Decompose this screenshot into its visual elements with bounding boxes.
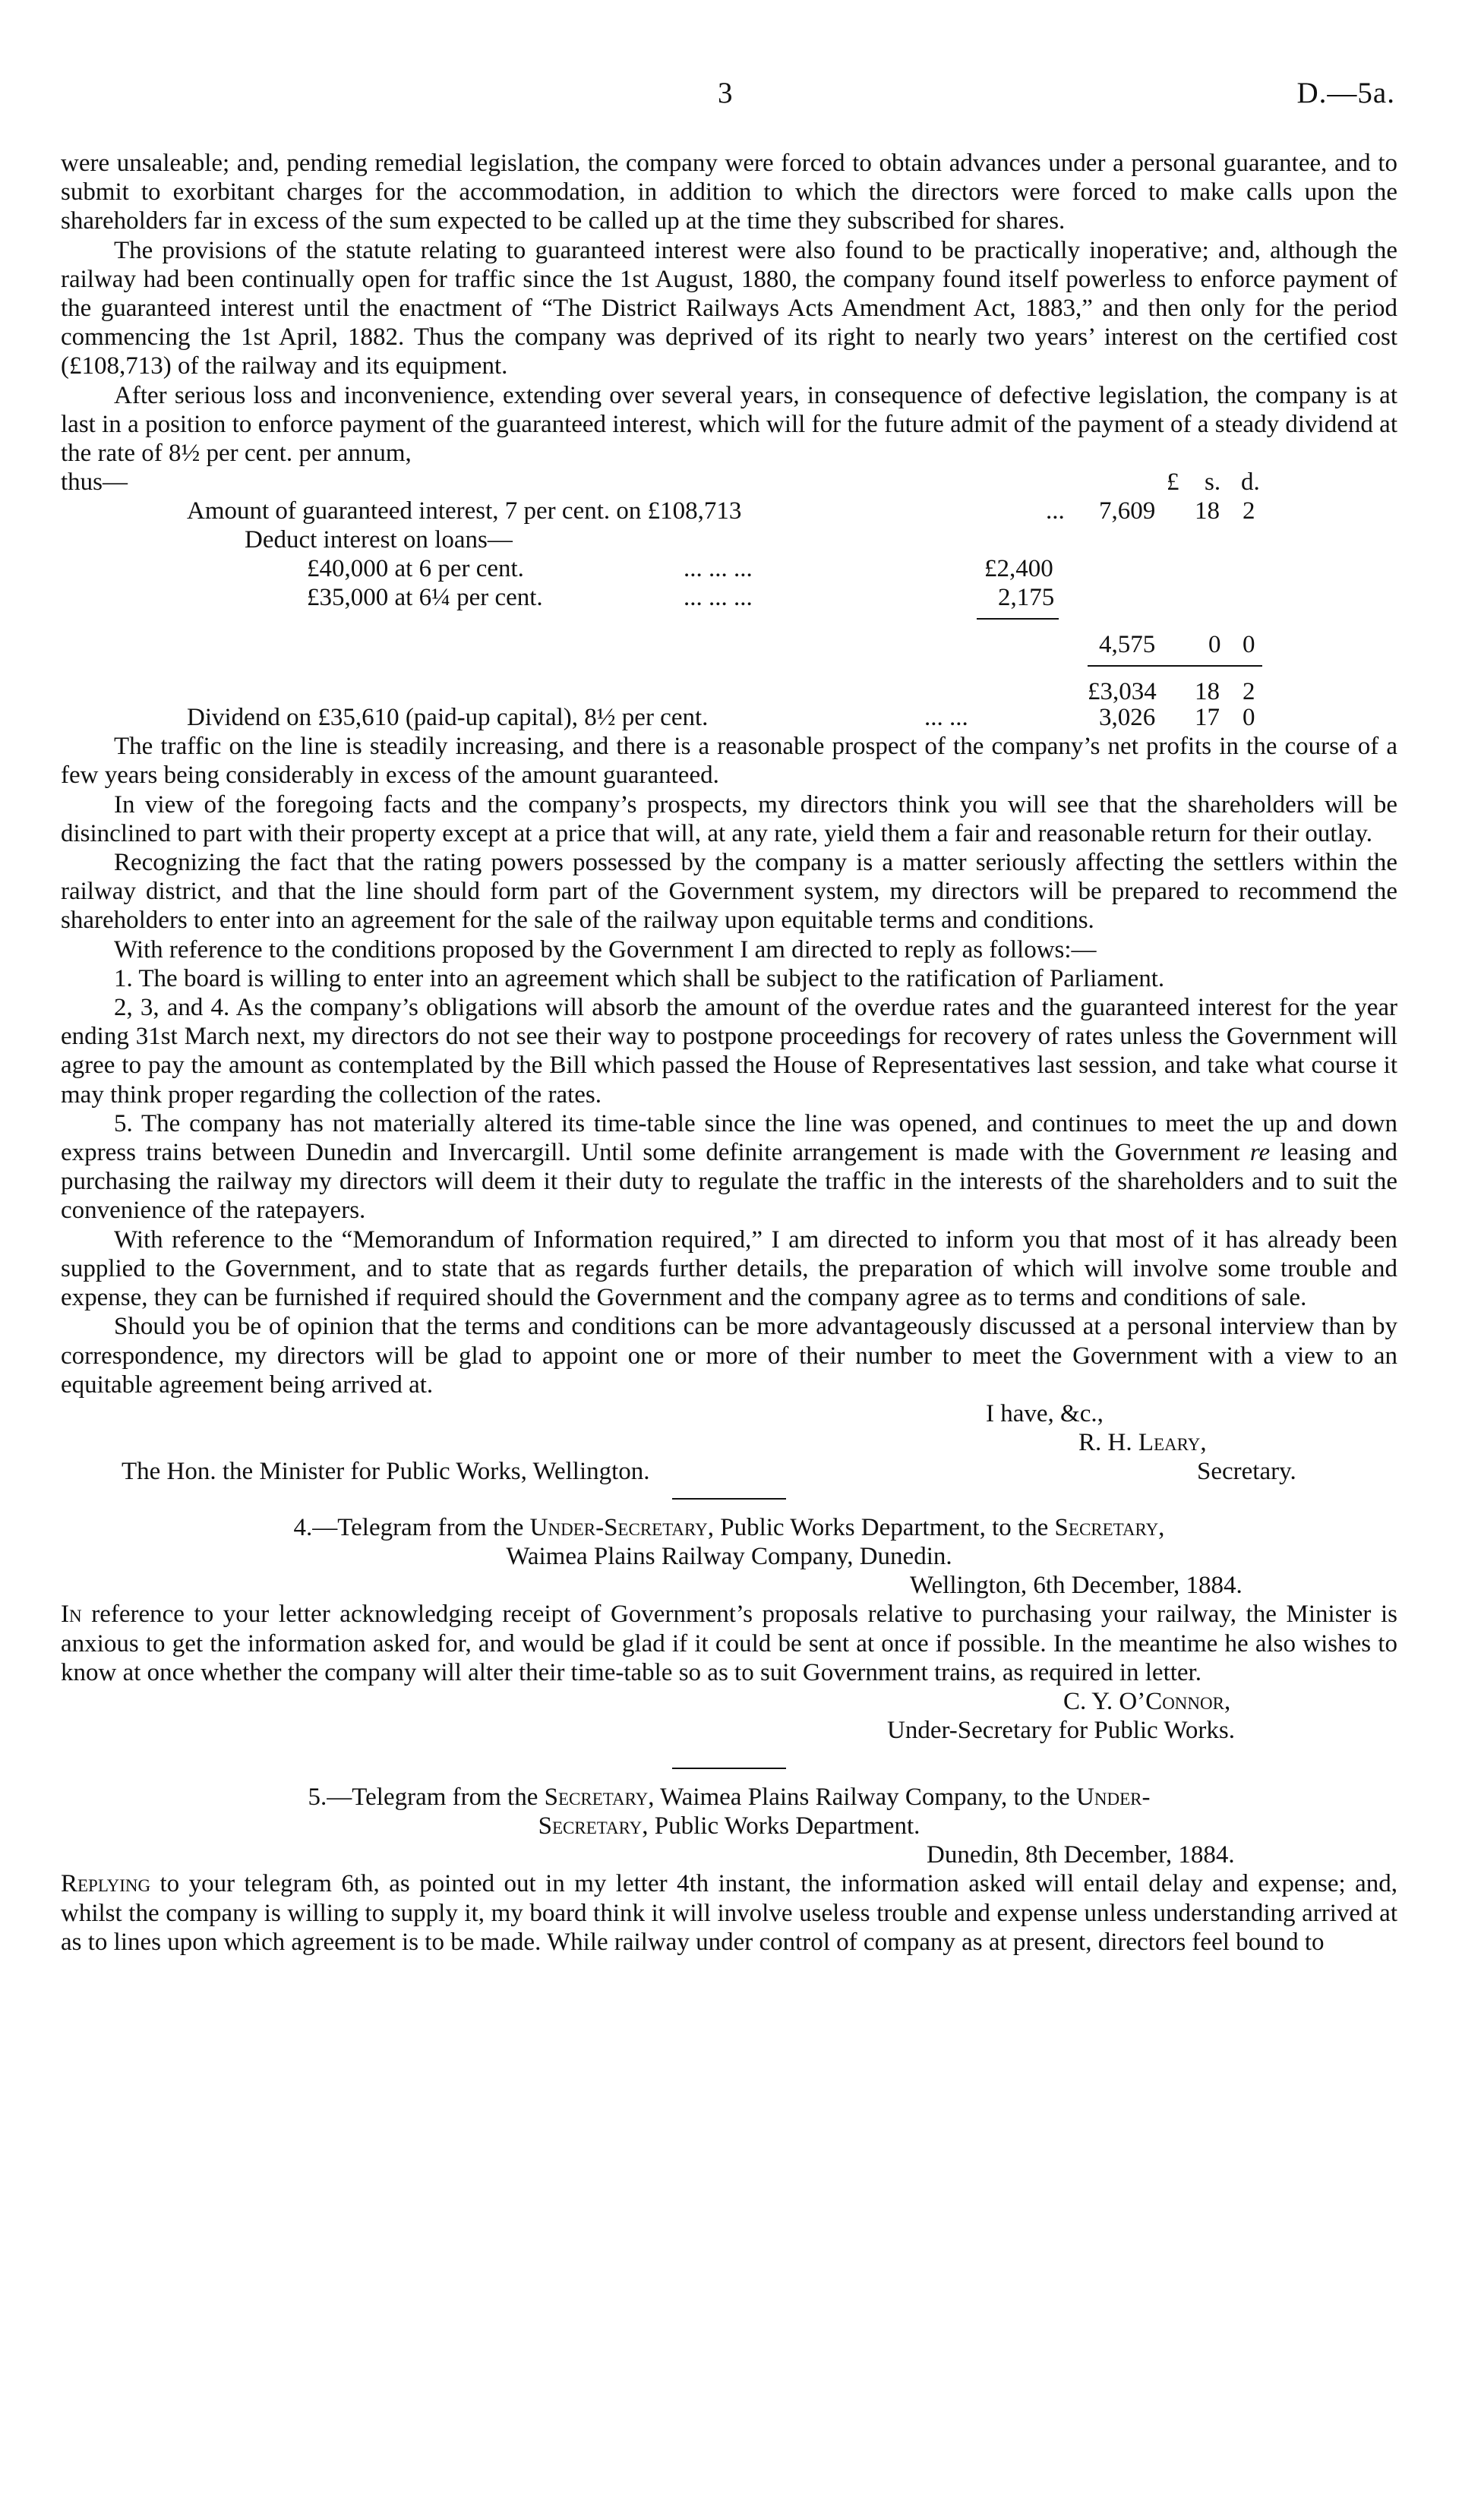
ledger-dots: ... ... (924, 704, 968, 732)
paragraph: were unsaleable; and, pending remedial legislation, the company were forced to obtain advances under a personal guarantee, and to submit to exorbitant charges for the accommodation, in addition to which the directors were forced to make calls upon the shareholders far in excess of the sum expected to be called up at the time they subscribed for shares. (61, 150, 1397, 235)
ledger-dots: ... ... ... (684, 584, 753, 612)
paragraph: Recognizing the fact that the rating powers possessed by the company is a matter seriously affecting the settlers within the railway district, and that the line should form part of the Government system, my directors will be prepared to recommend the shareholders to enter into an agreement for the sale of the railway upon equitable terms and conditions. (61, 849, 1397, 935)
total-rule (1088, 665, 1262, 667)
to-title: Secretary, (1054, 1513, 1165, 1541)
ledger-dots: ... ... ... (684, 555, 753, 583)
ledger-head-pence: d. (1241, 468, 1260, 497)
paragraph: After serious loss and inconvenience, extending over several years, in consequence of defective legislation, the company is at last in a position to enforce payment of the guaranteed interest, which will for the future admit of the payment of a steady dividend at the rate of 8½ per cent. per annum, (61, 381, 1397, 468)
ledger-shillings: 18 (1195, 678, 1220, 706)
ledger-row-label: £35,000 at 6¼ per cent. (307, 584, 543, 612)
ledger-shillings: 0 (1208, 631, 1221, 659)
dateline-row (61, 1571, 1397, 1600)
addressee: The Hon. the Minister for Public Works, Wellington. (122, 1457, 650, 1485)
paragraph: 2, 3, and 4. As the company’s obligations will absorb the amount of the overdue rates and the guaranteed interest for the year ending 31st March next, my directors do not see their way to postpone proceedings for recovery of rates unless the Government will agree to pay the amount as contemplated by the Bill which passed the House of Representatives last session, and take what course it may think proper regarding the collection of the rates. (61, 994, 1397, 1109)
ledger-pence: 2 (1243, 678, 1255, 706)
paragraph: With reference to the “Memorandum of Information required,” I am directed to inform you that most of it has already been supplied to the Government, and to state that as regards further details, the preparation of which will involve some trouble and expense, they can be furnished if required should the Government and the company agree as to terms and conditions of sale. (61, 1225, 1397, 1312)
lead-word: In (61, 1601, 82, 1629)
dateline-row (61, 1840, 1397, 1869)
ledger-dots: ... (1046, 497, 1065, 525)
paragraph: The provisions of the statute relating to guaranteed interest were also found to be practically inoperative; and, although the railway had been continually open for traffic since the 1st August, 1880, the company found itself powerless to enforce payment of the guaranteed interest until the enactment of “The District Railways Acts Amendment Act, 1883,” and then only for the period commencing the 1st April, 1882. Thus the company was deprived of its right to nearly two years’ interest on the certified cost (£108,713) of the railway and its equipment. (61, 236, 1397, 380)
to-title: Under- (1076, 1783, 1151, 1811)
from-title: Secretary, (544, 1783, 655, 1811)
page-number: 3 (718, 77, 733, 109)
ledger-head-shillings: s. (1205, 468, 1221, 497)
signer-name: R. H. Leary, (1078, 1428, 1207, 1456)
telegram-signer-row (61, 1687, 1397, 1716)
ledger-pence: 0 (1243, 631, 1255, 659)
section-divider (672, 1498, 786, 1500)
from-title: Under-Secretary, (529, 1513, 714, 1541)
ledger-pence: 0 (1243, 704, 1255, 732)
dateline: Dunedin, 8th December, 1884. (927, 1841, 1235, 1869)
signer-title: Secretary. (1197, 1457, 1296, 1485)
subtotal-rule (977, 618, 1059, 620)
document-reference: D.—5a. (1296, 77, 1395, 109)
dividend-ledger (61, 468, 1397, 732)
telegram-body: Replying to your telegram 6th, as pointed out in my letter 4th instant, the information asked will entail delay and expense; and, whilst the company is willing to supply it, my board think it will involve useless trouble and expense unless understanding arrived at as to lines upon which agreement is to be made. While railway under control of company as at present, directors feel bound to (61, 1870, 1397, 1956)
ledger-pounds: 3,026 (1099, 704, 1156, 732)
ledger-head-pounds: £ (1167, 468, 1179, 497)
ledger-shillings: 17 (1195, 704, 1220, 732)
letter-signature-name (61, 1428, 1397, 1457)
closing: I have, &c., (986, 1399, 1104, 1427)
paragraph: In view of the foregoing facts and the company’s prospects, my directors think you will see that the shareholders will be disinclined to part with their property except at a price that will, at any rate, yield them a fair and reasonable return for their outlay. (61, 790, 1397, 847)
body-text (61, 149, 1397, 1957)
ledger-amount: £2,400 (984, 555, 1053, 583)
ledger-pounds: £3,034 (1088, 678, 1157, 706)
ledger-row-label: Deduct interest on loans— (245, 526, 513, 554)
to-title: Secretary, (538, 1812, 649, 1840)
signer-name: C. Y. O’Connor, (1063, 1687, 1231, 1715)
ledger-pounds: 7,609 (1099, 497, 1156, 525)
paragraph: 1. The board is willing to enter into an agreement which shall be subject to the ratification of Parliament. (114, 964, 1165, 992)
letter-signature (61, 1399, 1397, 1428)
ledger-row-label: £40,000 at 6 per cent. (307, 555, 524, 583)
paragraph: The traffic on the line is steadily increasing, and there is a reasonable prospect of the company’s net profits in the course of a few years being considerably in excess of the amount guaranteed. (61, 733, 1397, 790)
paragraph: Should you be of opinion that the terms and conditions can be more advantageously discussed at a personal interview than by correspondence, my directors will be glad to appoint one or more of their number to meet the Government with a view to an equitable agreement being arrived at. (61, 1313, 1397, 1399)
paragraph: With reference to the conditions proposed by the Government I am directed to reply as follows:— (114, 935, 1097, 964)
letter-addressee-line (61, 1457, 1397, 1486)
ledger-row-label: Amount of guaranteed interest, 7 per cent. on £108,713 (187, 497, 742, 525)
page-header (0, 76, 1462, 121)
lead-word: Replying (61, 1870, 151, 1898)
paragraph-text: 5. The company has not materially altered its time-table since the line was opened, and continues to meet the up and down express trains between Dunedin and Invercargill. Until some definite arrangement is made with the Government (61, 1109, 1397, 1167)
telegram-heading: 5.—Telegram from the Secretary, Waimea Plains Railway Company, to the Under- Secretary, Public Works Department. (308, 1783, 1151, 1840)
ledger-pence: 2 (1243, 497, 1255, 525)
section-divider (672, 1768, 786, 1769)
paragraph-text: leasing and purchasing the railway my directors will deem it their duty to regulate the traffic in the interests of the shareholders and to suit the convenience of the ratepayers. (61, 1139, 1398, 1225)
telegram-title-row (61, 1716, 1397, 1745)
signer-title: Under-Secretary for Public Works. (887, 1716, 1235, 1744)
telegram-body: In reference to your letter acknowledging receipt of Government’s proposals relative to purchasing your railway, the Minister is anxious to get the information asked for, and would be glad if it could be sent at once if possible. In the meantime he also wishes to know at once whether the company will alter their time-table so as to suit Government trains, as required in letter. (61, 1601, 1397, 1686)
ledger-amount: 2,175 (998, 584, 1055, 612)
telegram-heading: 4.—Telegram from the Under-Secretary, Public Works Department, to the Secretary, Waimea Plains Railway Company, Dunedin. (293, 1513, 1165, 1571)
dateline: Wellington, 6th December, 1884. (910, 1572, 1243, 1600)
ledger-thus: thus— (61, 468, 128, 497)
ledger-shillings: 18 (1195, 497, 1220, 525)
ledger-row-label: Dividend on £35,610 (paid-up capital), 8½ per cent. (187, 704, 709, 732)
ledger-pounds: 4,575 (1099, 631, 1156, 659)
paragraph (61, 1109, 1397, 1225)
italic-word: re (1249, 1139, 1271, 1167)
